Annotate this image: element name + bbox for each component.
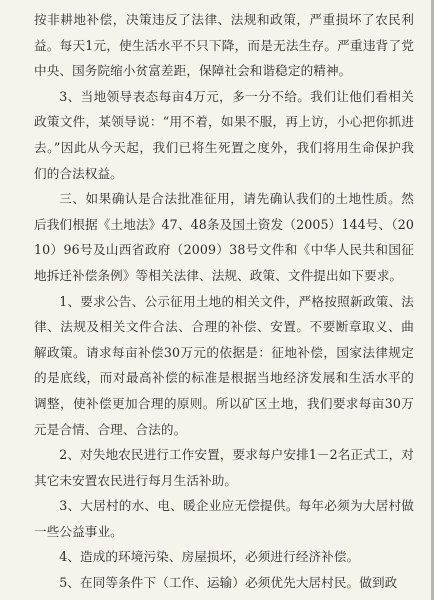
paragraph-demand-2: 2、对失地农民进行工作安置，要求每户安排1－2名正式工，对其它未安置农民进行每月生活补助。: [34, 447, 414, 488]
paragraph-item-3-leader-statement: 3、当地领导表态每亩4万元，多一分不给。我们让他们看相关政策文件，某领导说：“用不着，如果不服，再上访，小心把你抓进去。”因此从今天起，我们已将生死置之度外，我们将用生命保护我们的合法权益。: [34, 88, 414, 181]
paragraph-demand-4: 4、造成的环境污染、房屋损坏，必须进行经济补偿。: [59, 549, 360, 565]
paragraph-demand-3: 3、大居村的水、电、暖企业应无偿提供。每年必须为大居村做一些公益事业。: [34, 498, 414, 539]
paragraph-section-three: 三、如果确认是合法批准征用，请先确认我们的土地性质。然后我们根据《土地法》47、48条及国土资发（2005）144号、（2010）96号及山西省政府（2009）38号文件和《中华人民共和国征地拆迁补偿条例》等相关法律、法规、政策、文件提出如下要求。: [34, 191, 414, 283]
paragraph-continuation: 按非耕地补偿，决策违反了法律、法规和政策，严重损坏了农民利益。每天1元，使生活水平不只下降，而是无法生存。严重违背了党中央、国务院缩小贫富差距，保障社会和谐稳定的精神。: [34, 12, 414, 79]
paragraph-demand-5: 5、在同等条件下（工作、运输）必须优先大居村民。做到政: [59, 575, 398, 591]
paragraph-demand-1: 1、要求公告、公示征用土地的相关文件，严格按照新政策、法律、法规及相关文件合法、合理的补偿、安置。不要断章取义、曲解政策。请求每亩补偿30万元的依据是：征地补偿，国家法律规定的是底线，而对最高补偿的标准是根据当地经济发展和生活水平的调整，使补偿更加合理的原则。所以矿区土地，我们要求每亩30万元是合情、合理、合法的。: [34, 293, 414, 437]
